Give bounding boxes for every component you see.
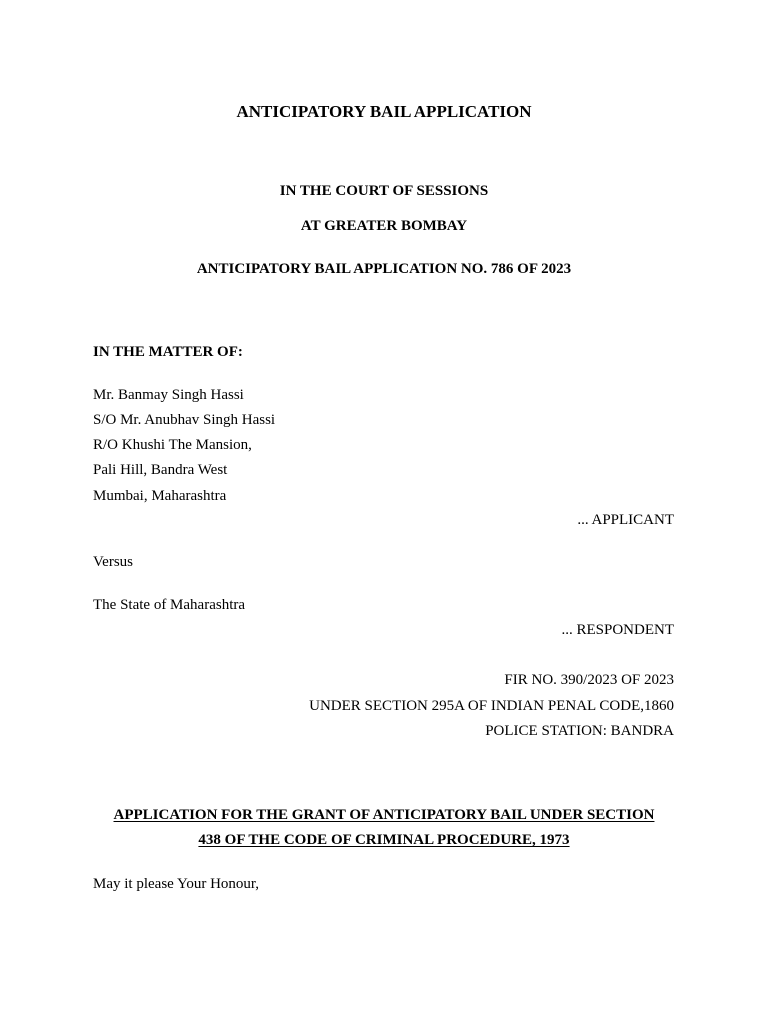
matter-heading: IN THE MATTER OF:	[93, 344, 243, 360]
application-heading-line-2: 438 OF THE CODE OF CRIMINAL PROCEDURE, 1973	[198, 832, 570, 848]
applicant-line: S/O Mr. Anubhav Singh Hassi	[93, 412, 276, 428]
police-station: POLICE STATION: BANDRA	[485, 723, 674, 739]
respondent-name: The State of Maharashtra	[93, 597, 246, 613]
applicant-line: Pali Hill, Bandra West	[93, 462, 228, 478]
application-heading-line-1: APPLICATION FOR THE GRANT OF ANTICIPATORY BAIL UNDER SECTION	[113, 807, 655, 823]
court-name: IN THE COURT OF SESSIONS	[279, 183, 489, 199]
salutation: May it please Your Honour,	[93, 876, 260, 892]
fir-section: UNDER SECTION 295A OF INDIAN PENAL CODE,1860	[309, 698, 674, 714]
versus-label: Versus	[93, 554, 133, 570]
application-number: ANTICIPATORY BAIL APPLICATION NO. 786 OF 2023	[196, 261, 572, 277]
respondent-role: ... RESPONDENT	[561, 622, 674, 638]
fir-number: FIR NO. 390/2023 OF 2023	[504, 672, 674, 688]
applicant-line: Mr. Banmay Singh Hassi	[93, 387, 244, 403]
court-location: AT GREATER BOMBAY	[300, 218, 468, 234]
document-title: ANTICIPATORY BAIL APPLICATION	[236, 102, 532, 121]
applicant-line: Mumbai, Maharashtra	[93, 488, 227, 504]
applicant-line: R/O Khushi The Mansion,	[93, 437, 252, 453]
applicant-role: ... APPLICANT	[577, 512, 674, 528]
